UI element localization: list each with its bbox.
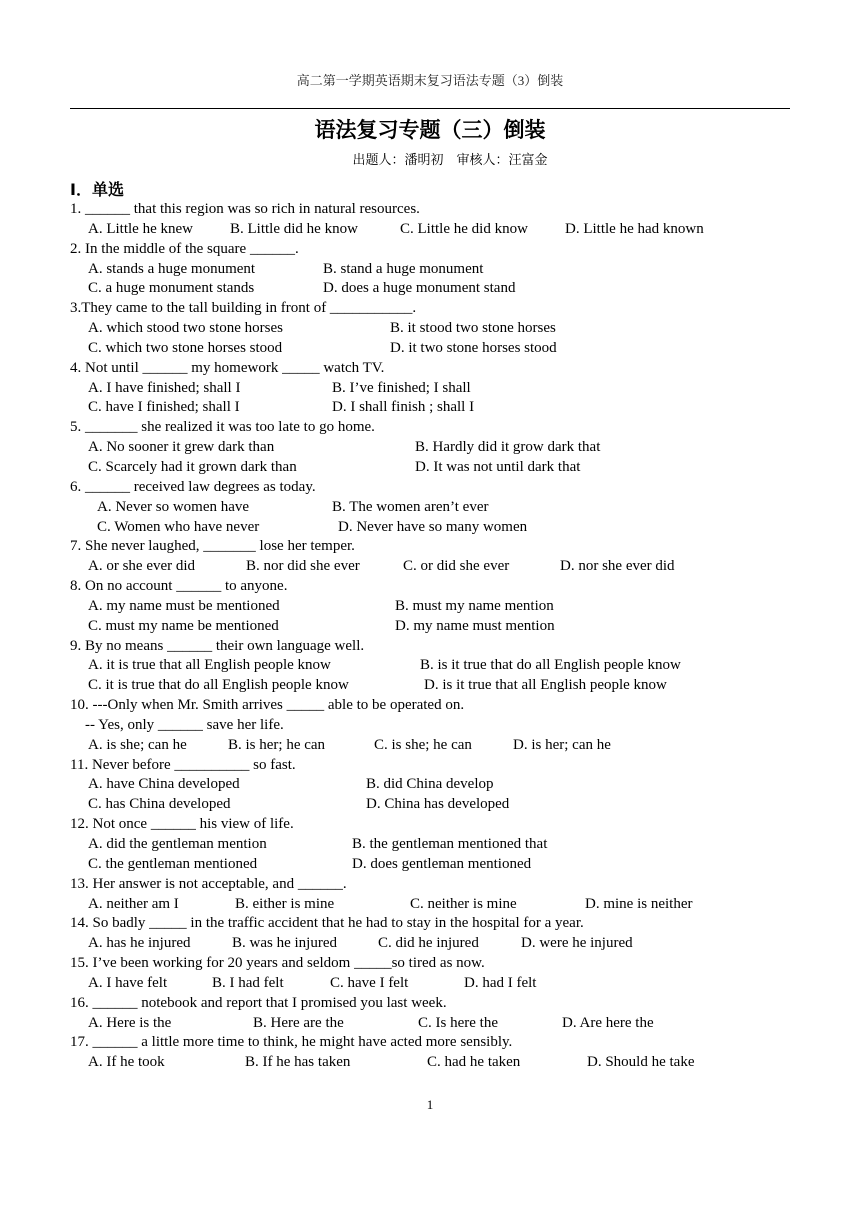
answer-option: C. did he injured (378, 935, 479, 952)
question-stem: 10. ---Only when Mr. Smith arrives _____ able to be operated on. (70, 697, 465, 714)
answer-option: B. must my name mention (395, 597, 554, 614)
answer-option: C. Scarcely had it grown dark than (88, 458, 297, 475)
answer-option: B. is her; he can (228, 736, 326, 753)
header-rule (70, 108, 790, 109)
answer-option: B. either is mine (235, 895, 335, 912)
answer-option: A. my name must be mentioned (88, 597, 280, 614)
answer-option: D. were he injured (521, 935, 633, 952)
question-stem: 13. Her answer is not acceptable, and ______. (70, 875, 347, 892)
question-stem: 3.They came to the tall building in front of ___________. (70, 300, 417, 317)
answer-option: D. It was not until dark that (415, 458, 581, 475)
option-row (70, 974, 790, 994)
answer-option: D. is her; can he (513, 736, 611, 753)
section-heading: I．单选 (70, 180, 124, 199)
answer-option: D. Little he had known (565, 220, 704, 237)
option-row (70, 498, 790, 518)
option-row (70, 557, 790, 577)
option-row (70, 339, 790, 359)
question-stem: 16. ______ notebook and report that I promised you last week. (70, 994, 447, 1011)
option-row (70, 220, 790, 240)
answer-option: A. stands a huge monument (88, 260, 256, 277)
question-list (70, 200, 790, 1073)
answer-option: B. Hardly did it grow dark that (415, 439, 601, 456)
option-row (70, 736, 790, 756)
answer-option: C. has China developed (88, 796, 231, 813)
question-stem: 9. By no means ______ their own language well. (70, 637, 365, 654)
answer-option: D. mine is neither (585, 895, 693, 912)
question-stem: 11. Never before __________ so fast. (70, 756, 296, 773)
option-row (70, 518, 790, 538)
document-title: 语法复习专题（三）倒装 (314, 118, 546, 142)
answer-option: B. stand a huge monument (323, 260, 484, 277)
question-stem: 7. She never laughed, _______ lose her temper. (70, 538, 355, 555)
answer-option: D. I shall finish ; shall I (332, 399, 475, 416)
option-row (70, 319, 790, 339)
option-row (70, 1014, 790, 1034)
option-row (70, 438, 790, 458)
question-stem: -- Yes, only ______ save her life. (70, 716, 284, 733)
option-row (70, 1053, 790, 1073)
page-header: 高二第一学期英语期末复习语法专题（3）倒装 (296, 73, 564, 88)
answer-option: D. Never have so many women (338, 518, 528, 535)
answer-option: A. it is true that all English people know (88, 657, 331, 674)
option-row (70, 656, 790, 676)
answer-option: D. nor she ever did (560, 558, 675, 575)
answer-option: A. did the gentleman mention (88, 836, 267, 852)
answer-option: C. Little he did know (400, 220, 528, 237)
answer-option: D. it two stone horses stood (390, 339, 557, 356)
answer-option: D. does gentleman mentioned (352, 855, 532, 872)
answer-option: B. it stood two stone horses (390, 320, 556, 337)
option-row (70, 855, 790, 875)
answer-option: C. or did she ever (403, 558, 510, 575)
answer-option: A. Little he knew (88, 220, 193, 237)
answer-option: B. I had felt (212, 974, 284, 991)
option-row (70, 835, 790, 855)
answer-option: C. it is true that do all English people know (88, 677, 349, 694)
option-row (70, 934, 790, 954)
answer-option: A. Here is the (88, 1014, 172, 1031)
answer-option: C. must my name be mentioned (88, 617, 279, 634)
answer-option: D. China has developed (366, 796, 510, 813)
answer-option: A. If he took (88, 1054, 165, 1071)
option-row (70, 597, 790, 617)
answer-option: A. is she; can he (88, 736, 187, 753)
answer-option: B. Here are the (253, 1014, 344, 1031)
answer-option: C. Women who have never (97, 518, 260, 535)
answer-option: C. is she; he can (374, 736, 472, 753)
answer-option: A. neither am I (88, 895, 179, 912)
question-stem: 6. ______ received law degrees as today. (70, 478, 316, 495)
question-stem: 14. So badly _____ in the traffic accident that he had to stay in the hospital for a year. (70, 915, 584, 932)
option-row (70, 279, 790, 299)
answer-option: A. I have felt (88, 974, 168, 991)
answer-option: D. is it true that all English people know (424, 677, 667, 694)
authors-line: 出题人：潘明初 审核人：汪富金 (352, 153, 548, 168)
answer-option: C. the gentleman mentioned (88, 855, 258, 872)
question-stem: 17. ______ a little more time to think, he might have acted more sensibly. (70, 1034, 513, 1051)
option-row (70, 676, 790, 696)
question-stem: 4. Not until ______ my homework _____ watch TV. (70, 359, 385, 376)
answer-option: B. If he has taken (245, 1054, 351, 1071)
answer-option: A. or she ever did (88, 558, 196, 575)
page-number: 1 (426, 1097, 434, 1112)
answer-option: D. Should he take (587, 1054, 695, 1071)
question-stem: 2. In the middle of the square ______. (70, 240, 299, 257)
answer-option: C. have I felt (330, 974, 409, 991)
option-row (70, 617, 790, 637)
answer-option: B. the gentleman mentioned that (352, 836, 548, 852)
answer-option: D. my name must mention (395, 617, 555, 634)
answer-option: A. No sooner it grew dark than (88, 439, 275, 456)
answer-option: D. had I felt (464, 974, 537, 991)
answer-option: B. The women aren’t ever (332, 498, 489, 515)
answer-option: C. which two stone horses stood (88, 339, 283, 356)
option-row (70, 260, 790, 280)
answer-option: C. a huge monument stands (88, 280, 255, 297)
answer-option: A. Never so women have (97, 498, 250, 515)
answer-option: D. does a huge monument stand (323, 280, 516, 297)
answer-option: C. had he taken (427, 1054, 521, 1071)
question-stem: 8. On no account ______ to anyone. (70, 578, 288, 595)
option-row (70, 895, 790, 915)
option-row (70, 379, 790, 399)
answer-option: B. Little did he know (230, 220, 358, 237)
option-row (70, 795, 790, 815)
answer-option: B. I’ve finished; I shall (332, 379, 471, 396)
answer-option: A. I have finished; shall I (88, 379, 241, 396)
question-stem: 1. ______ that this region was so rich in natural resources. (70, 201, 420, 217)
option-row (70, 398, 790, 418)
answer-option: B. nor did she ever (246, 558, 360, 575)
answer-option: C. neither is mine (410, 895, 517, 912)
answer-option: B. was he injured (232, 935, 337, 952)
answer-option: D. Are here the (562, 1014, 654, 1031)
option-row (70, 458, 790, 478)
answer-option: A. has he injured (88, 935, 191, 952)
answer-option: C. have I finished; shall I (88, 399, 240, 416)
question-stem: 15. I’ve been working for 20 years and seldom _____so tired as now. (70, 955, 485, 972)
answer-option: C. Is here the (418, 1014, 498, 1031)
option-row (70, 775, 790, 795)
question-stem: 5. _______ she realized it was too late to go home. (70, 419, 375, 436)
answer-option: A. have China developed (88, 776, 240, 793)
answer-option: B. is it true that do all English people know (420, 657, 681, 674)
answer-option: B. did China develop (366, 776, 494, 793)
answer-option: A. which stood two stone horses (88, 320, 283, 337)
question-stem: 12. Not once ______ his view of life. (70, 816, 294, 833)
